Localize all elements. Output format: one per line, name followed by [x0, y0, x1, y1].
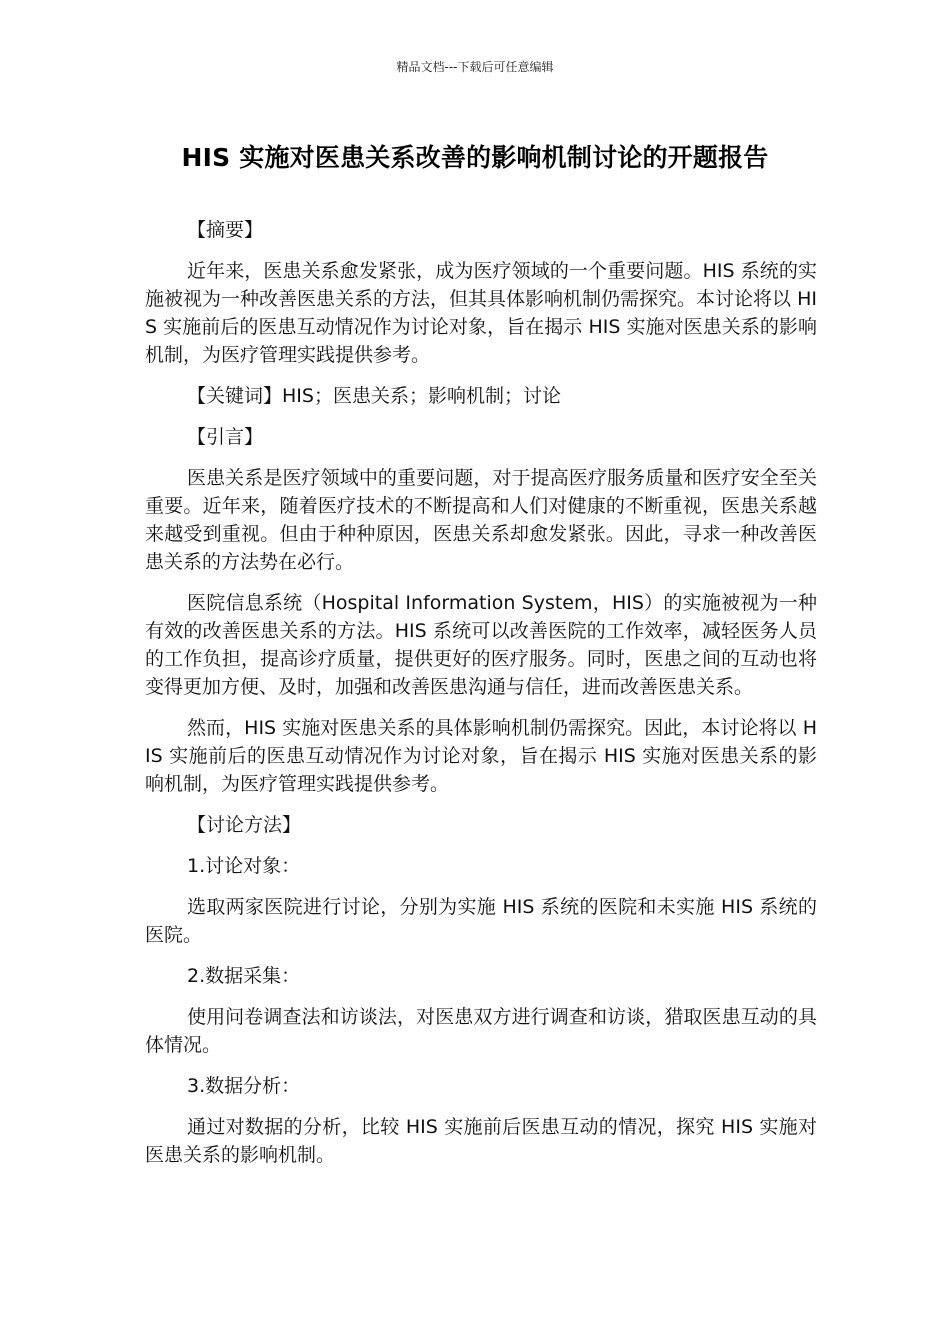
intro-paragraph-3: 然而，HIS 实施对医患关系的具体影响机制仍需探究。因此，本讨论将以 HIS 实施前后的医患互动情况作为讨论对象，旨在揭示 HIS 实施对医患关系的影响机制，为医疗管理实践提供参考。: [145, 717, 817, 795]
method-3-heading: 3.数据分析：: [187, 1075, 301, 1097]
intro-paragraph-2: 医院信息系统（Hospital Information System，HIS）的实施被视为一种有效的改善医患关系的方法。HIS 系统可以改善医院的工作效率，减轻医务人员的工作负担，提高诊疗质量，提供更好的医疗服务。同时，医患之间的互动也将变得更加方便、及时，加强和改善医患沟通与信任，进而改善医患关系。: [145, 592, 817, 698]
intro-paragraph-1: 医患关系是医疗领域中的重要问题，对于提高医疗服务质量和医疗安全至关重要。近年来，随着医疗技术的不断提高和人们对健康的不断重视，医患关系越来越受到重视。但由于种种原因，医患关系却愈发紧张。因此，寻求一种改善医患关系的方法势在必行。: [145, 467, 817, 573]
page-header: 精品文档---下载后可任意编辑: [396, 60, 554, 74]
intro-heading: 【引言】: [187, 426, 264, 448]
method-2-paragraph: 使用问卷调查法和访谈法，对医患双方进行调查和访谈，猎取医患互动的具体情况。: [145, 1006, 817, 1056]
method-1-paragraph: 选取两家医院进行讨论，分别为实施 HIS 系统的医院和未实施 HIS 系统的医院。: [145, 896, 817, 946]
method-2-heading: 2.数据采集：: [187, 965, 301, 987]
abstract-paragraph: 近年来，医患关系愈发紧张，成为医疗领域的一个重要问题。HIS 系统的实施被视为一种改善医患关系的方法，但其具体影响机制仍需探究。本讨论将以 HIS 实施前后的医患互动情况作为讨论对象，旨在揭示 HIS 实施对医患关系的影响机制，为医疗管理实践提供参考。: [145, 260, 817, 366]
document-title: HIS 实施对医患关系改善的影响机制讨论的开题报告: [181, 143, 769, 172]
document-body: [145, 216, 817, 1182]
method-3-paragraph: 通过对数据的分析，比较 HIS 实施前后医患互动的情况，探究 HIS 实施对医患关系的影响机制。: [145, 1116, 817, 1166]
method-1-heading: 1.讨论对象：: [187, 855, 301, 877]
abstract-heading: 【摘要】: [187, 219, 264, 241]
keywords-line: 【关键词】HIS；医患关系；影响机制；讨论: [187, 385, 561, 407]
method-heading: 【讨论方法】: [187, 814, 302, 836]
